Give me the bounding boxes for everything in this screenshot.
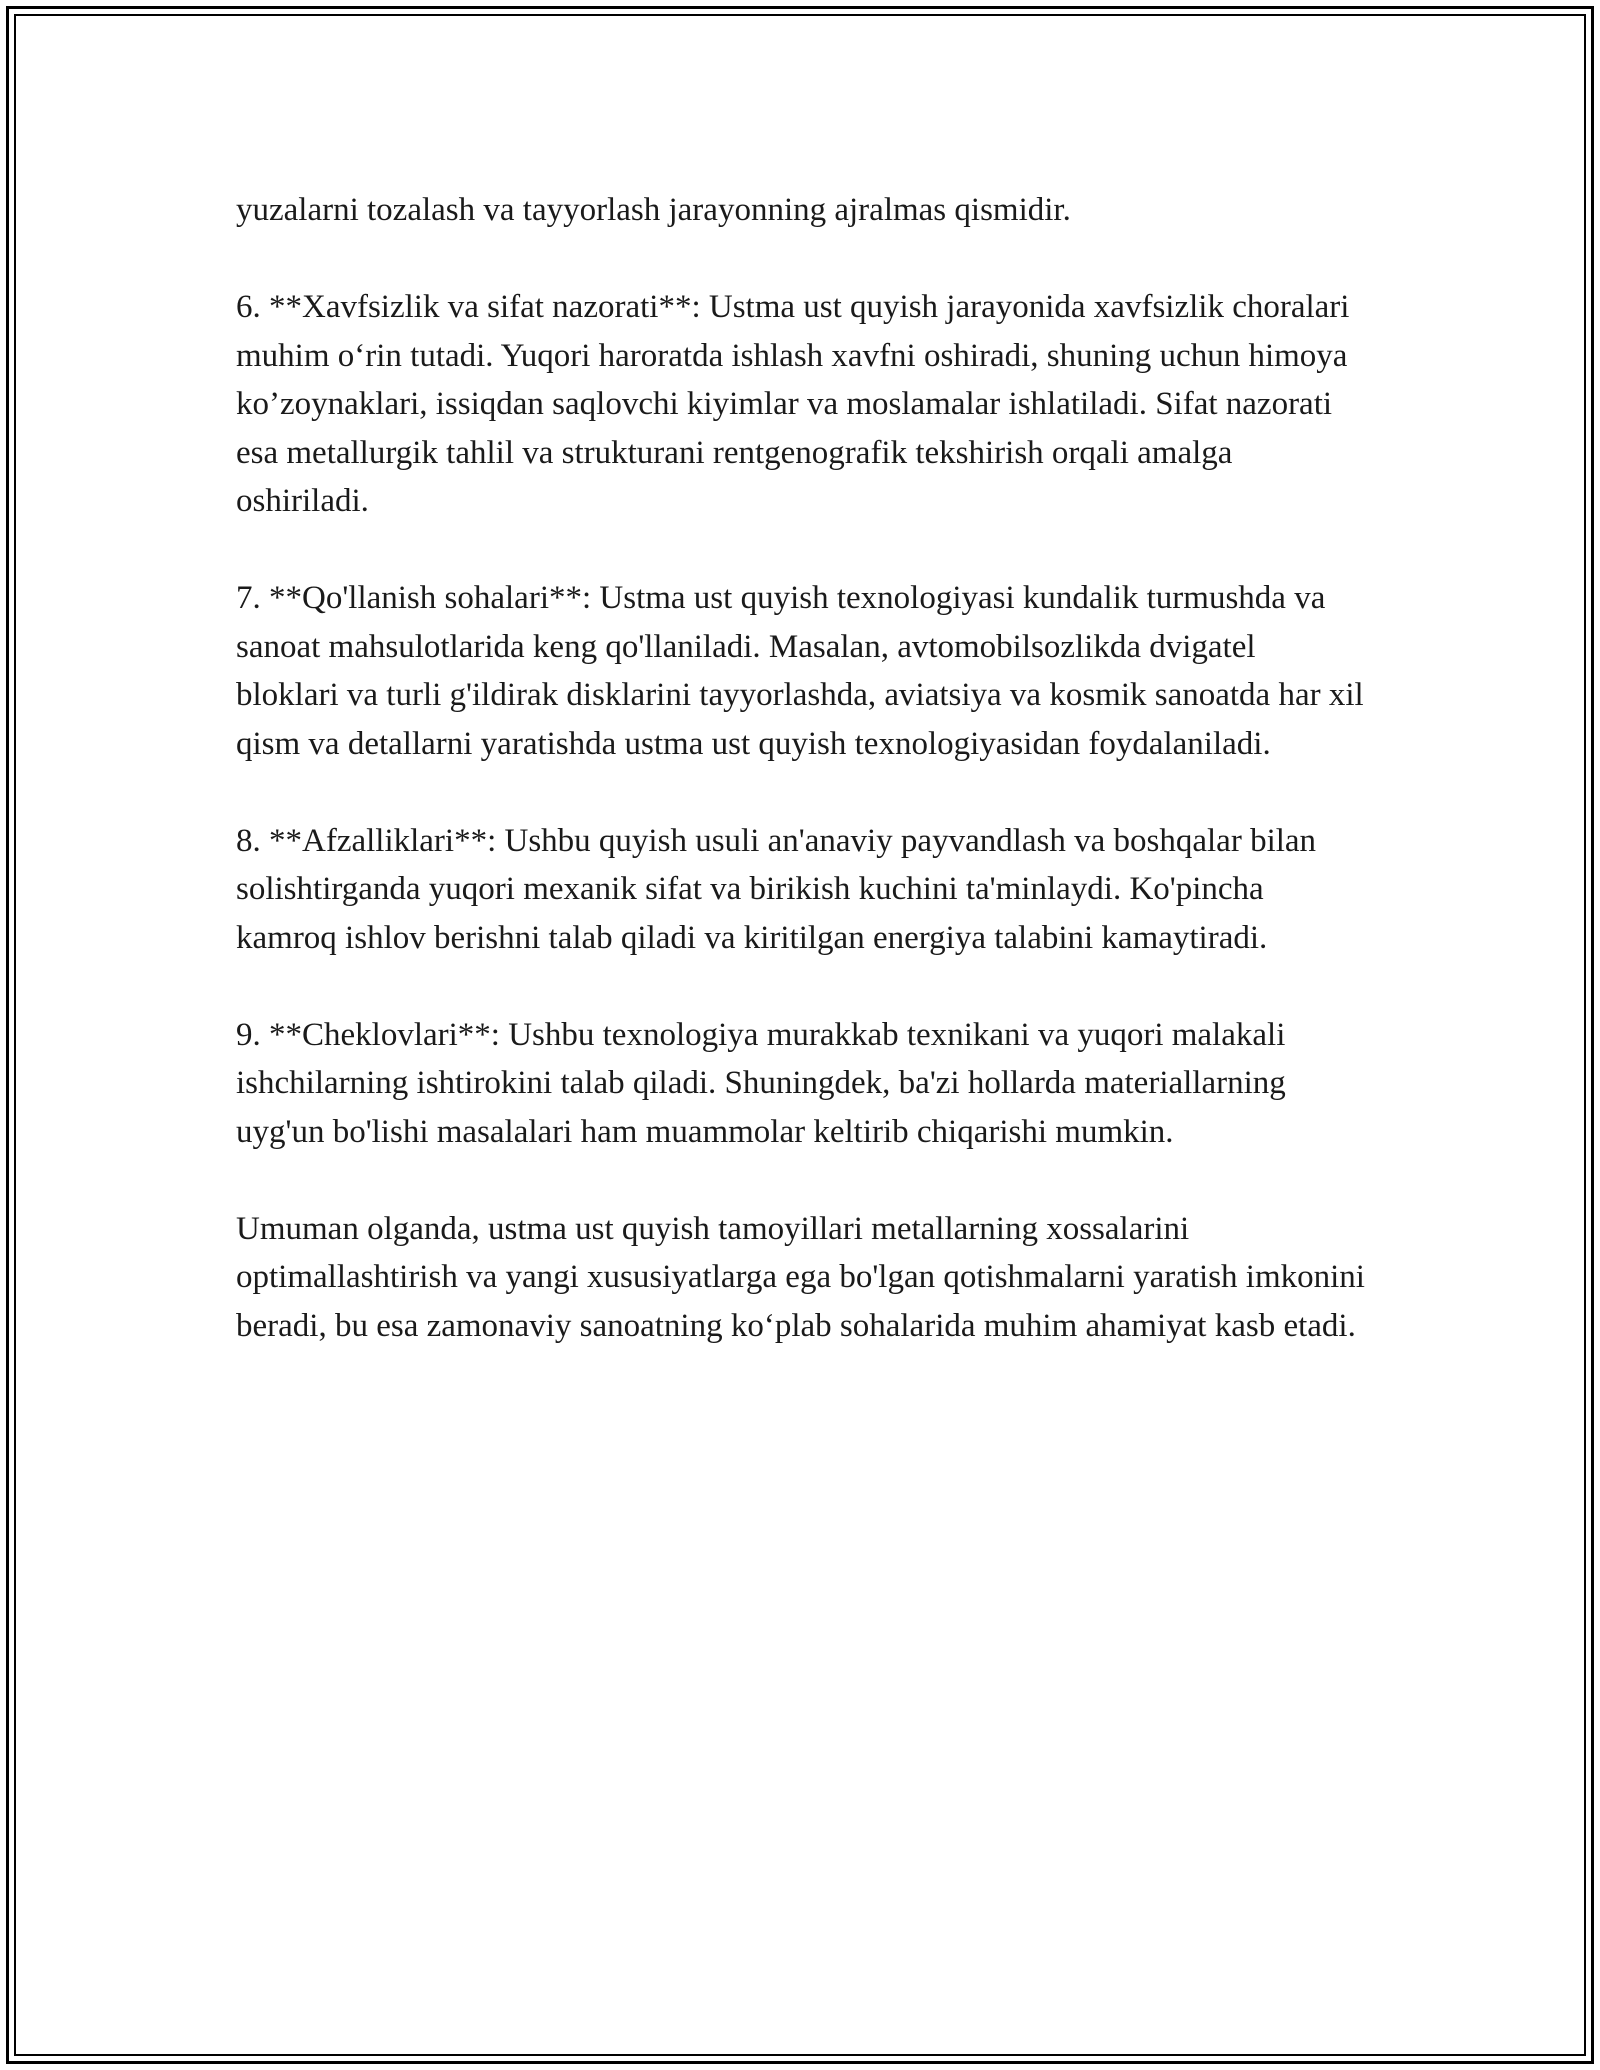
document-body: [236, 186, 1366, 1399]
paragraph-applications: 7. **Qo'llanish sohalari**: Ustma ust quyish texnologiyasi kundalik turmushda va sanoat mahsulotlarida keng qo'llaniladi. Masalan, avtomobilsozlikda dvigatel bloklari va turli g'ildirak disklarini tayyorlashda, aviatsiya va kosmik sanoatda har xil qism va detallarni yaratishda ustma ust quyish texnologiyasidan foydalaniladi.: [236, 580, 1364, 762]
paragraph-continuation: yuzalarni tozalash va tayyorlash jarayonning ajralmas qismidir.: [236, 192, 1071, 228]
paragraph-limitations: 9. **Cheklovlari**: Ushbu texnologiya murakkab texnikani va yuqori malakali ishchilarning ishtirokini talab qiladi. Shuningdek, ba'zi hollarda materiallarning uyg'un bo'lishi masalalari ham muammolar keltirib chiqarishi mumkin.: [236, 1016, 1286, 1150]
paragraph-conclusion: Umuman olganda, ustma ust quyish tamoyillari metallarning xossalarini optimallashtirish va yangi xususiyatlarga ega bo'lgan qotishmalarni yaratish imkonini beradi, bu esa zamonaviy sanoatning ko‘plab sohalarida muhim ahamiyat kasb etadi.: [236, 1210, 1365, 1344]
paragraph-advantages: 8. **Afzalliklari**: Ushbu quyish usuli an'anaviy payvandlash va boshqalar bilan solishtirganda yuqori mexanik sifat va birikish kuchini ta'minlaydi. Ko'pincha kamroq ishlov berishni talab qiladi va kiritilgan energiya talabini kamaytiradi.: [236, 822, 1317, 956]
paragraph-safety-quality: 6. **Xavfsizlik va sifat nazorati**: Ustma ust quyish jarayonida xavfsizlik choralari muhim o‘rin tutadi. Yuqori haroratda ishlash xavfni oshiradi, shuning uchun himoya ko’zoynaklari, issiqdan saqlovchi kiyimlar va moslamalar ishlatiladi. Sifat nazorati esa metallurgik tahlil va strukturani rentgenografik tekshirish orqali amalga oshiriladi.: [236, 289, 1350, 519]
